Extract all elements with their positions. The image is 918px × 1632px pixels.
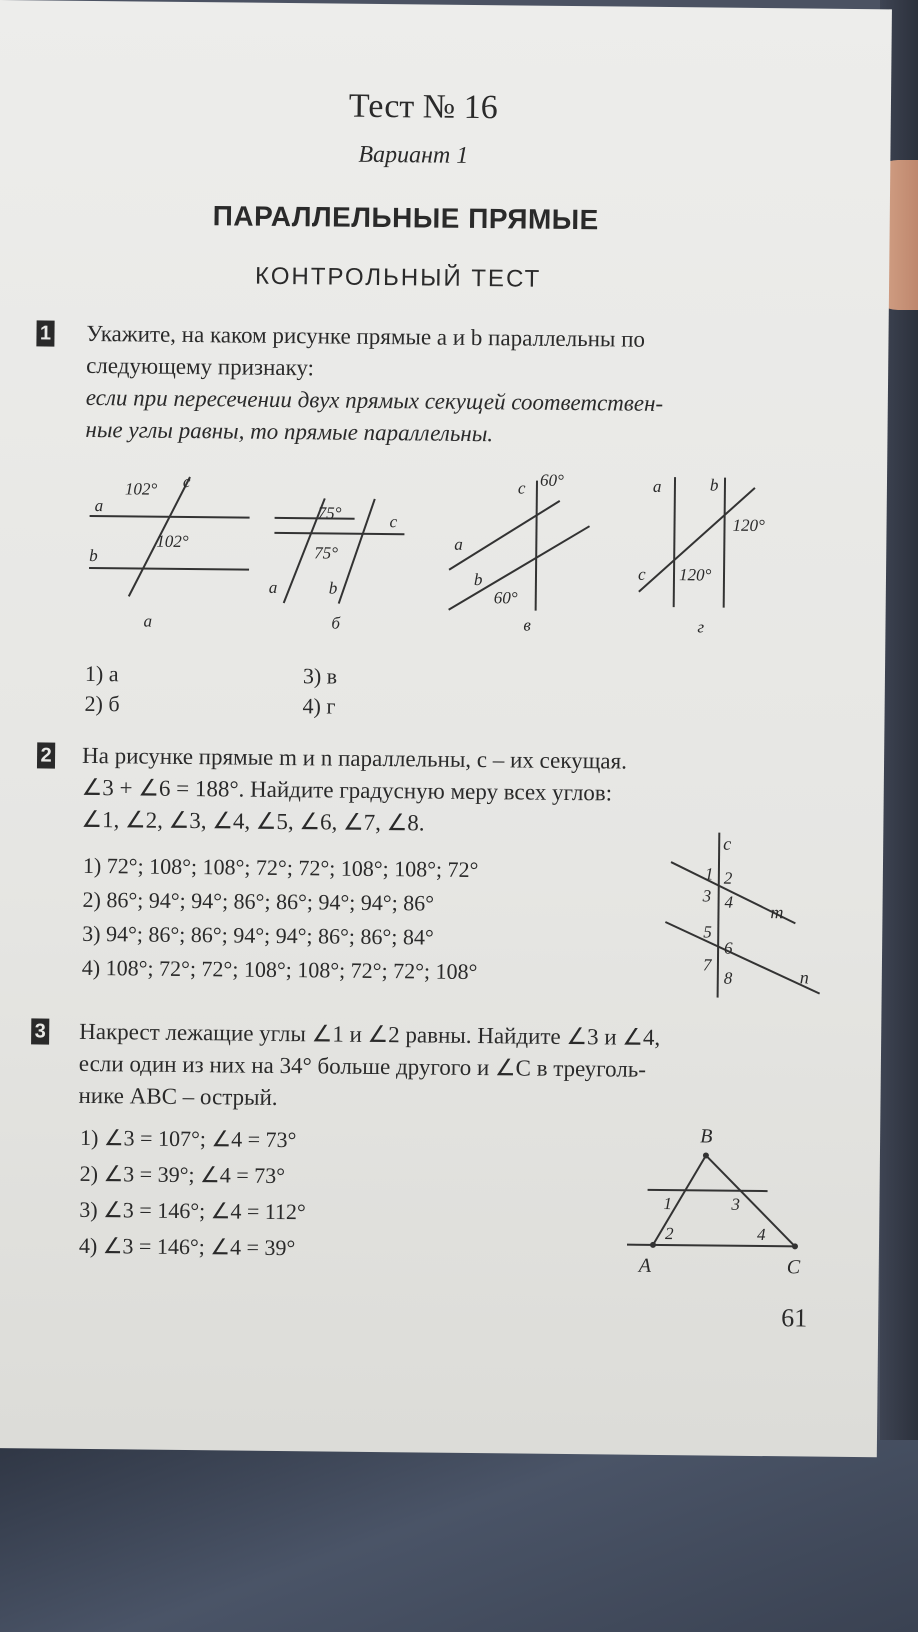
q3-parallel-line xyxy=(648,1190,768,1191)
background-fabric xyxy=(0,1440,918,1632)
fig-c-label-a: a xyxy=(454,534,463,554)
q3-angle-3: 3 xyxy=(731,1194,741,1214)
question-2-line-2: ∠3 + ∠6 = 188°. Найдите градусную меру всех углов: xyxy=(81,774,613,806)
q2-label-n: n xyxy=(799,967,809,988)
q3-angle-4: 4 xyxy=(757,1224,766,1245)
fig-b-label-b: b xyxy=(328,578,338,598)
subtitle-heading: КОНТРОЛЬНЫЙ ТЕСТ xyxy=(254,262,542,293)
question-1-option-4: 4) г xyxy=(302,693,336,719)
fig-d-angle-2: 120° xyxy=(678,565,712,585)
topic-heading: ПАРАЛЛЕЛЬНЫЕ ПРЯМЫЕ xyxy=(212,200,599,236)
question-1-line-3: если при пересечении двух прямых секущей соответствен- xyxy=(85,384,664,416)
question-1-line-1: Укажите, на каком рисунке прямые a и b параллельны по xyxy=(86,320,646,352)
q3-side-bc xyxy=(705,1155,796,1246)
question-2-figure xyxy=(660,827,842,1004)
q2-angle-7: 7 xyxy=(702,955,712,975)
fig-c-label-c: c xyxy=(517,478,526,498)
fig-b-angle-1: 75° xyxy=(317,503,342,523)
question-2-line-3: ∠1, ∠2, ∠3, ∠4, ∠5, ∠6, ∠7, ∠8. xyxy=(81,806,425,836)
fig-b-angle-2: 75° xyxy=(314,543,339,563)
question-2-option-1: 1) 72°; 108°; 108°; 72°; 72°; 108°; 108°; 72° xyxy=(82,852,479,883)
fig-c-label-b: b xyxy=(473,569,483,590)
fig-d-caption: г xyxy=(697,617,705,637)
variant-label: Вариант 1 xyxy=(358,141,469,169)
fig-c-angle-2: 60° xyxy=(493,588,518,608)
q2-angle-1: 1 xyxy=(704,864,714,884)
fig-a-angle-1: 102° xyxy=(124,479,158,499)
fig-a-line-b xyxy=(89,568,249,570)
question-1-number: 1 xyxy=(36,320,54,346)
q2-angle-4: 4 xyxy=(724,892,734,912)
question-2-option-2: 2) 86°; 94°; 94°; 86°; 86°; 94°; 94°; 86° xyxy=(82,886,435,916)
q3-side-ab xyxy=(653,1155,706,1246)
q2-label-m: m xyxy=(770,902,784,923)
q2-line-n xyxy=(665,922,821,994)
fig-a-caption: а xyxy=(143,611,153,631)
q2-label-c: c xyxy=(723,833,732,854)
question-2-line-1: На рисунке прямые m и n параллельны, c – их секущая. xyxy=(81,742,628,774)
question-1-line-4: ные углы равны, то прямые параллельны. xyxy=(85,416,494,447)
question-3-figure xyxy=(627,1117,829,1284)
q3-label-c: C xyxy=(786,1256,801,1279)
fig-b-label-c: c xyxy=(389,512,398,532)
question-1-line-2: следующему признаку: xyxy=(86,352,315,381)
question-1-option-1: 1) а xyxy=(84,660,119,687)
q2-angle-6: 6 xyxy=(724,938,733,958)
fig-d-label-c: c xyxy=(637,564,646,584)
q2-line-c xyxy=(718,833,720,998)
question-3-option-2: 2) ∠3 = 39°; ∠4 = 73° xyxy=(79,1160,286,1189)
question-3-line-2: если один из них на 34° больше другого и ∠C в треуголь- xyxy=(78,1050,647,1082)
q3-label-a: A xyxy=(638,1254,652,1277)
test-title: Тест № 16 xyxy=(348,87,498,127)
question-2-option-4: 4) 108°; 72°; 72°; 108°; 108°; 72°; 72°; 108° xyxy=(81,954,478,985)
q3-angle-2: 2 xyxy=(665,1224,674,1244)
question-3-number: 3 xyxy=(31,1018,49,1044)
fig-c-caption: в xyxy=(523,615,531,635)
fig-a-angle-2: 102° xyxy=(156,531,189,552)
question-3-line-3: нике ABC – острый. xyxy=(78,1082,278,1110)
q2-angle-2: 2 xyxy=(723,868,733,888)
fig-d-angle-1: 120° xyxy=(732,515,765,536)
question-1-option-2: 2) б xyxy=(84,690,120,717)
fig-a-label-b: b xyxy=(89,545,98,566)
fig-d-label-a: a xyxy=(652,476,662,496)
q2-angle-5: 5 xyxy=(703,922,712,942)
fig-d-label-b: b xyxy=(709,475,719,495)
question-3-option-3: 3) ∠3 = 146°; ∠4 = 112° xyxy=(79,1196,306,1225)
fig-a-label-a: a xyxy=(94,496,104,516)
question-1-figures xyxy=(73,456,795,639)
q2-angle-3: 3 xyxy=(702,886,712,906)
question-3-line-1: Накрест лежащие углы ∠1 и ∠2 равны. Найдите ∠3 и ∠4, xyxy=(79,1018,661,1050)
q3-label-b: B xyxy=(700,1125,713,1148)
q3-angle-1: 1 xyxy=(663,1194,673,1214)
fig-c-angle-1: 60° xyxy=(539,470,564,490)
page-number: 61 xyxy=(781,1303,808,1333)
question-2-option-3: 3) 94°; 86°; 86°; 94°; 94°; 86°; 86°; 84° xyxy=(82,920,434,950)
fig-b-label-a: a xyxy=(268,577,278,597)
question-3-option-1: 1) ∠3 = 107°; ∠4 = 73° xyxy=(79,1124,297,1153)
q2-angle-8: 8 xyxy=(723,968,733,988)
fig-b-caption: б xyxy=(331,613,341,633)
question-2-number: 2 xyxy=(37,742,55,768)
fig-a-label-c: c xyxy=(182,471,191,492)
question-3-option-4: 4) ∠3 = 146°; ∠4 = 39° xyxy=(78,1232,296,1261)
question-1-option-3: 3) в xyxy=(302,663,338,689)
